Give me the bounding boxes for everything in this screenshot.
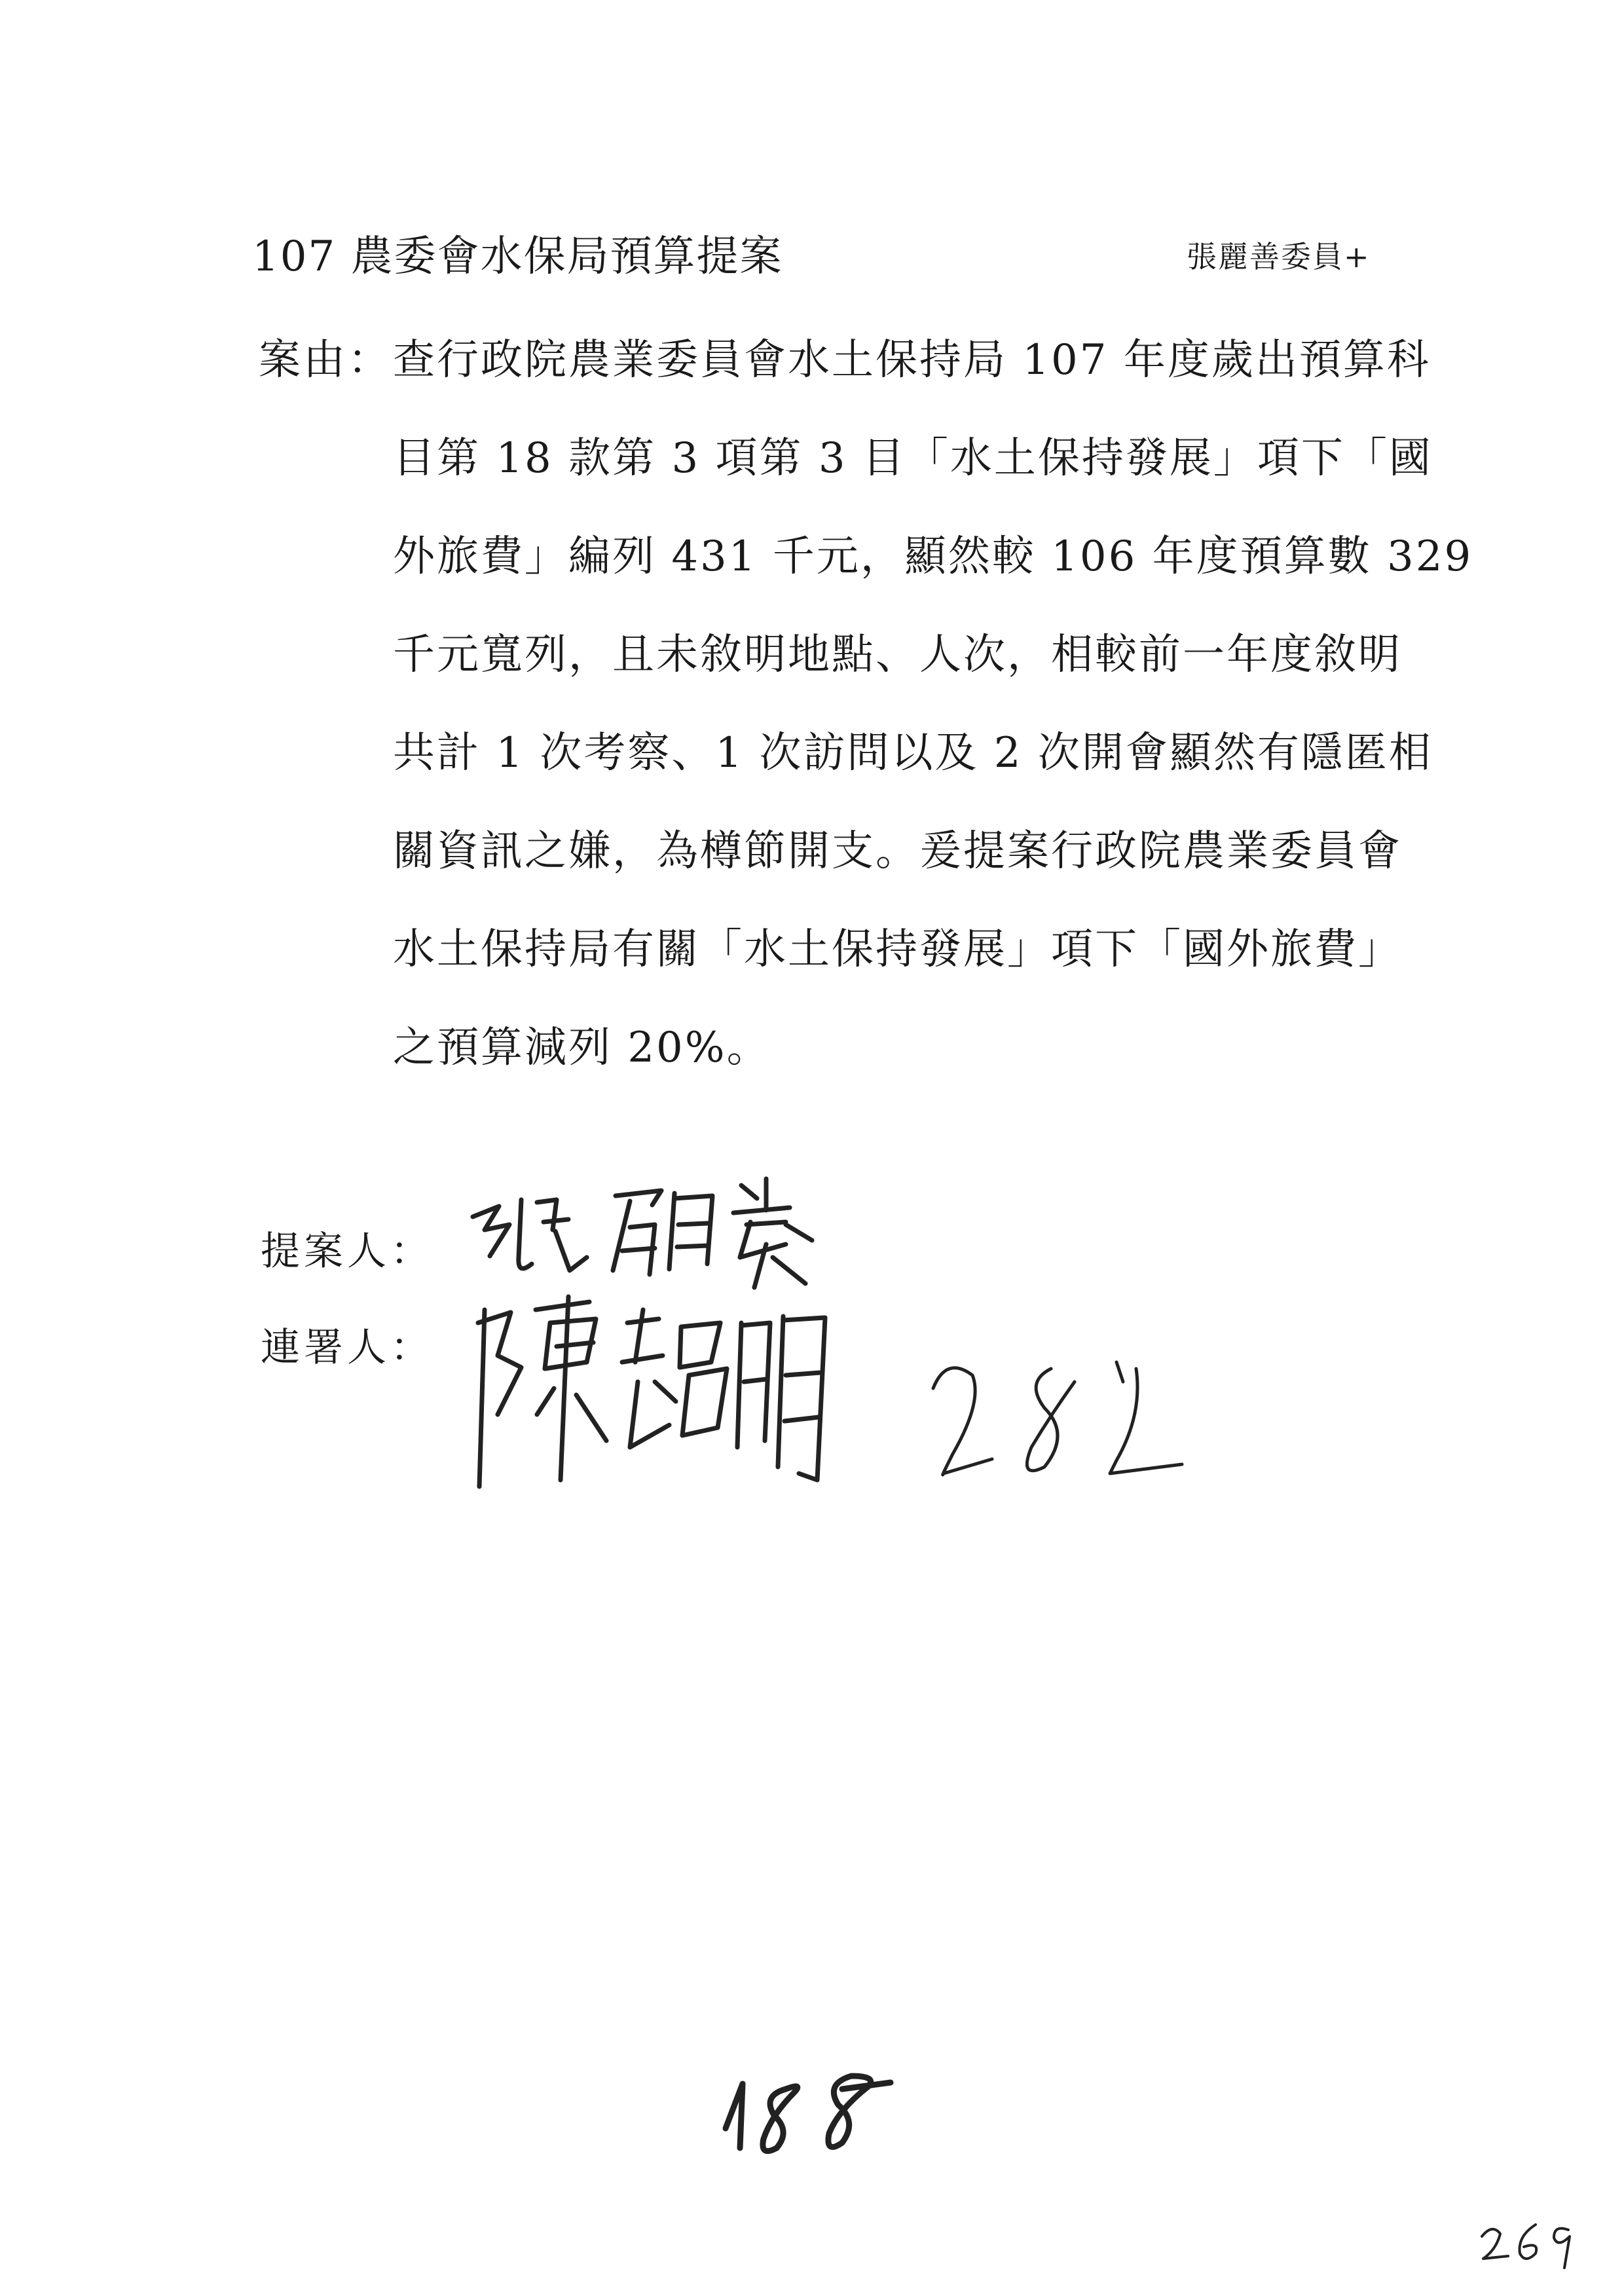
proposer-signature: [458, 1159, 825, 1303]
reason-line: 水土保持局有關「水土保持發展」項下「國外旅費」: [393, 925, 1402, 974]
reason-line: 之預算減列 20%。: [393, 1024, 771, 1072]
page-number-center: [714, 2050, 904, 2168]
reason-line: 共計 1 次考察、1 次訪問以及 2 次開會顯然有隱匿相: [393, 729, 1433, 777]
reason-line: 目第 18 款第 3 項第 3 目「水土保持發展」項下「國: [393, 434, 1433, 483]
cosigner-mark: [920, 1342, 1195, 1493]
page-number-corner: [1477, 2210, 1588, 2269]
proposer-label: 提案人：: [261, 1229, 434, 1274]
reason-line: 外旅費」編列 431 千元，顯然較 106 年度預算數 329: [393, 532, 1473, 581]
page-title: 107 農委會水保局預算提案: [252, 232, 783, 281]
member-name: 張麗善委員+: [1187, 239, 1371, 274]
reason-line: 千元寬列，且未敘明地點、人次，相較前一年度敘明: [393, 631, 1402, 679]
cosigner-label: 連署人：: [261, 1325, 434, 1371]
reason-label: 案由：: [259, 336, 392, 384]
reason-line: 關資訊之嫌，為樽節開支。爰提案行政院農業委員會: [393, 827, 1402, 876]
cosigner-signature: [458, 1284, 851, 1500]
reason-line: 查行政院農業委員會水土保持局 107 年度歲出預算科: [393, 336, 1431, 384]
